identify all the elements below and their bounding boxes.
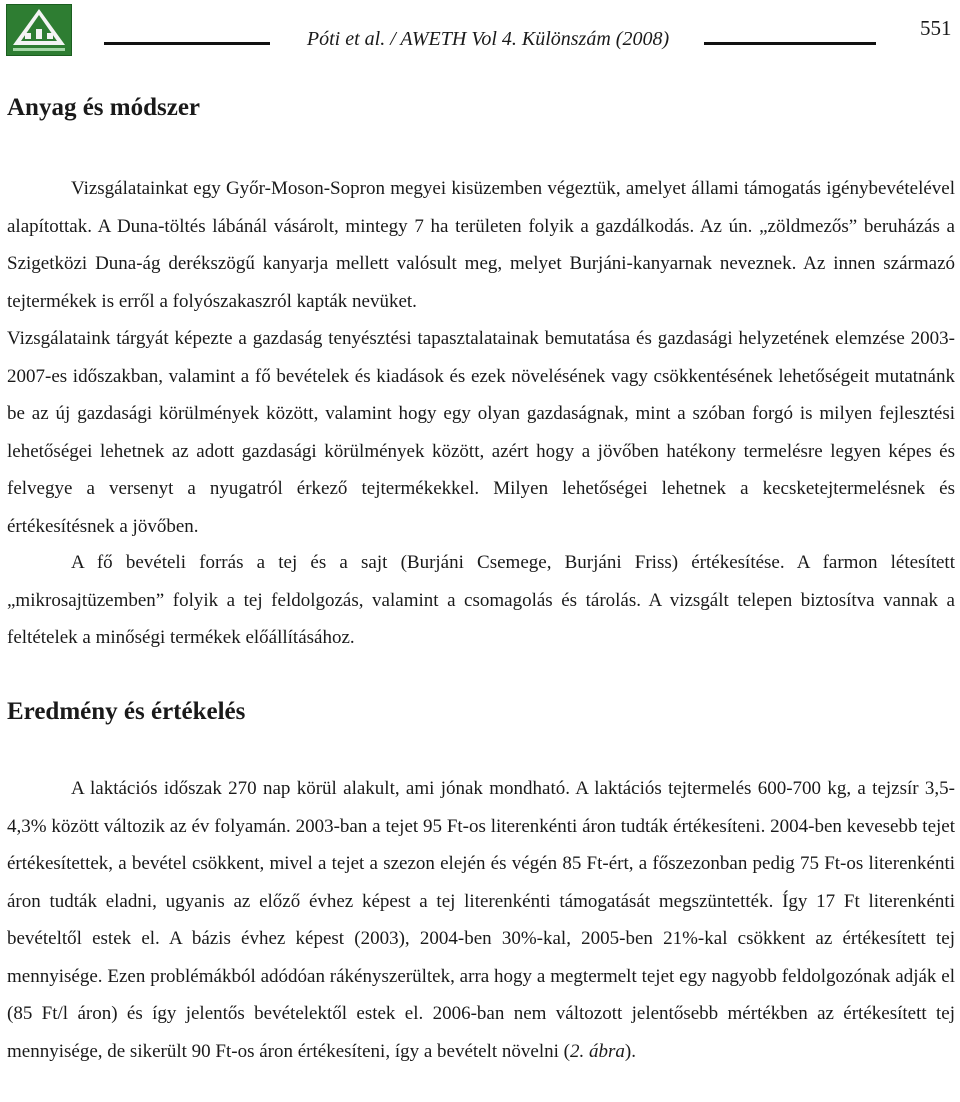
paragraph-text: A laktációs időszak 270 nap körül alakult, ami jónak mondható. A laktációs tejtermelés 600-700 kg, a tejzsír 3,5-4,3% között változik az év folyamán. 2003-ban a tejet 95 Ft-os literenkénti áron tudták értékesíteni. 2004-ben kevesebb tejet értékesítettek, a bevétel csökkent, mivel a tejet a szezon elején és végén 85 Ft-ért, a főszezonban pedig 75 Ft-os literenkénti áron tudták eladni, ugyanis az előző évhez képest a tej literenkénti támogatását megszüntették. Így 17 Ft literenkénti bevételtől estek el. A bázis évhez képest (2003), 2004-ben 30%-kal, 2005-ben 21%-kal csökkent az értékesített tej mennyisége. Ezen problémákból adódóan rákényszerültek, arra hogy a megtermelt tejet egy nagyobb feldolgozónak adják el (85 Ft/l áron) és így jelentős bevételektől estek el. 2006-ban nem változott jelentősebb mértékben az értékesített tej mennyisége, de sikerült 90 Ft-os áron értékesíteni, így a bevételt növelni ( [7, 778, 955, 1062]
header-rule-right [704, 42, 876, 45]
paragraph: Vizsgálataink tárgyát képezte a gazdaság tenyésztési tapasztalatainak bemutatása és gazdasági helyzetének elemzése 2003-2007-es időszakban, valamint a fő bevételek és kiadások és ezek növelésének vagy csökkentésének lehetőségeit mutatnánk be az új gazdasági körülmények között, valamint hogy egy olyan gazdaságnak, mint a szóban forgó is milyen fejlesztési lehetőségei lehetnek az adott gazdasági körülmények között, azért hogy a jövőben hatékony termelésre legyen képes és felvegye a versenyt a nyugatról érkező tejtermékekkel. Milyen lehetőségei lehetnek a kecsketejtermelésnek és értékesítésnek a jövőben. [7, 328, 955, 537]
page-number: 551 [920, 16, 952, 40]
section-heading-methods: Anyag és módszer [7, 94, 201, 121]
paragraph [7, 770, 955, 1070]
journal-logo-icon [6, 4, 72, 56]
paragraph: A fő bevételi forrás a tej és a sajt (Burjáni Csemege, Burjáni Friss) értékesítése. A farmon létesített „mikrosajtüzemben” folyik a tej feldolgozás, valamint a csomagolás és tárolás. A vizsgált telepen biztosítva vannak a feltételek a minőségi termékek előállításához. [7, 552, 955, 648]
paragraph: Vizsgálatainkat egy Győr-Moson-Sopron megyei kisüzemben végeztük, amelyet állami támogatás igénybevételével alapítottak. A Duna-töltés lábánál vásárolt, mintegy 7 ha területen folyik a gazdálkodás. Az ún. „zöldmezős” beruházás a Szigetközi Duna-ág derékszögű kanyarja mellett valósult meg, melyet Burjáni-kanyarnak neveznek. Az innen származó tejtermékek is erről a folyószakaszról kapták nevüket. [7, 178, 955, 312]
running-head: Póti et al. / AWETH Vol 4. Különszám (2008) [306, 28, 670, 50]
header-rule-left [104, 42, 270, 45]
figure-reference: 2. ábra [570, 1040, 625, 1062]
paragraph-text-end: ). [624, 1040, 636, 1062]
section-heading-results: Eredmény és értékelés [7, 698, 246, 725]
